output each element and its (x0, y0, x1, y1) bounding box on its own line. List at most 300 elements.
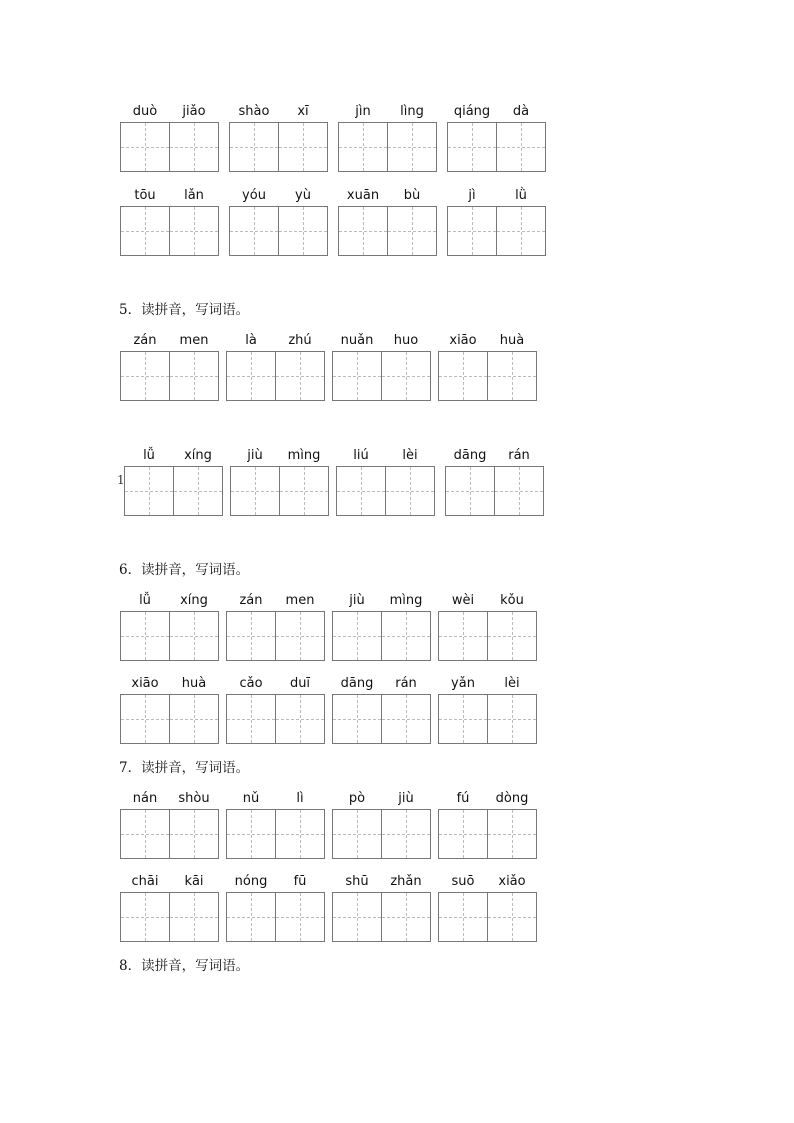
tianzige-writing-box[interactable] (169, 611, 219, 661)
syllable-cell (381, 791, 431, 851)
guide-line-vertical (251, 695, 252, 743)
tianzige-writing-box[interactable] (494, 466, 544, 516)
guide-line-vertical (300, 612, 301, 660)
pinyin-label: lèi (504, 676, 520, 691)
tianzige-writing-box[interactable] (385, 466, 435, 516)
word-group (124, 448, 224, 508)
pinyin-label: zán (239, 593, 263, 608)
pinyin-label: wèi (451, 593, 475, 608)
tianzige-writing-box[interactable] (278, 122, 328, 172)
word-group (447, 188, 547, 248)
tianzige-writing-box[interactable] (487, 351, 537, 401)
word-group (438, 593, 538, 653)
tianzige-writing-box[interactable] (338, 122, 388, 172)
pinyin-label: jìn (355, 104, 371, 119)
guide-line-vertical (406, 810, 407, 858)
syllable-cell (120, 188, 170, 248)
syllable-cell (226, 676, 276, 736)
syllable-cell (496, 188, 546, 248)
syllable-cell (381, 874, 431, 934)
pinyin-label: dāng (453, 448, 487, 463)
guide-line-vertical (194, 695, 195, 743)
word-group (230, 448, 330, 508)
tianzige-writing-box[interactable] (381, 809, 431, 859)
syllable-cell (445, 448, 495, 508)
word-group (332, 791, 432, 851)
tianzige-writing-box[interactable] (275, 892, 325, 942)
guide-line-vertical (463, 810, 464, 858)
syllable-cell (169, 593, 219, 653)
pinyin-label: rán (395, 676, 417, 691)
tianzige-writing-box[interactable] (230, 466, 280, 516)
guide-line-vertical (300, 352, 301, 400)
guide-line-vertical (194, 352, 195, 400)
pinyin-label: jiù (349, 593, 365, 608)
syllable-cell (438, 874, 488, 934)
syllable-cell (385, 448, 435, 508)
syllable-cell (124, 448, 174, 508)
guide-line-vertical (145, 695, 146, 743)
word-group (332, 874, 432, 934)
tianzige-writing-box[interactable] (226, 892, 276, 942)
tianzige-writing-box[interactable] (438, 809, 488, 859)
pinyin-label: fū (293, 874, 307, 889)
tianzige-writing-box[interactable] (226, 809, 276, 859)
guide-line-vertical (472, 207, 473, 255)
pinyin-label: fú (456, 791, 470, 806)
pinyin-row-top-1 (0, 104, 794, 164)
syllable-cell (275, 676, 325, 736)
tianzige-writing-box[interactable] (438, 694, 488, 744)
tianzige-writing-box[interactable] (487, 892, 537, 942)
guide-line-vertical (521, 123, 522, 171)
pinyin-label: zhú (288, 333, 312, 348)
syllable-cell (381, 593, 431, 653)
pinyin-label: shào (238, 104, 270, 119)
tianzige-writing-box[interactable] (387, 206, 437, 256)
word-group (226, 676, 326, 736)
tianzige-writing-box[interactable] (275, 809, 325, 859)
tianzige-writing-box[interactable] (275, 694, 325, 744)
tianzige-writing-box[interactable] (226, 611, 276, 661)
syllable-cell (438, 593, 488, 653)
tianzige-writing-box[interactable] (332, 809, 382, 859)
tianzige-writing-box[interactable] (120, 122, 170, 172)
word-group (229, 104, 329, 164)
pinyin-label: lǜ (515, 188, 527, 203)
pinyin-label: nǔ (242, 791, 260, 806)
syllable-cell (338, 188, 388, 248)
guide-line-vertical (406, 893, 407, 941)
word-group (438, 791, 538, 851)
guide-line-vertical (512, 612, 513, 660)
syllable-cell (438, 791, 488, 851)
tianzige-writing-box[interactable] (120, 892, 170, 942)
tianzige-writing-box[interactable] (279, 466, 329, 516)
pinyin-label: yù (295, 188, 311, 203)
guide-line-vertical (145, 893, 146, 941)
pinyin-label: tōu (134, 188, 156, 203)
syllable-cell (438, 333, 488, 393)
tianzige-writing-box[interactable] (226, 694, 276, 744)
pinyin-label: liú (353, 448, 369, 463)
pinyin-label: xiāo (449, 333, 477, 348)
guide-line-vertical (145, 810, 146, 858)
guide-line-vertical (145, 123, 146, 171)
section-6-heading: 6．读拼音，写词语。 (119, 562, 250, 578)
syllable-cell (381, 333, 431, 393)
syllable-cell (381, 676, 431, 736)
pinyin-label: cǎo (239, 676, 263, 691)
word-group (120, 593, 220, 653)
tianzige-writing-box[interactable] (169, 892, 219, 942)
tianzige-writing-box[interactable] (447, 206, 497, 256)
guide-line-vertical (361, 467, 362, 515)
syllable-cell (336, 448, 386, 508)
tianzige-writing-box[interactable] (275, 351, 325, 401)
syllable-cell (226, 593, 276, 653)
tianzige-writing-box[interactable] (487, 611, 537, 661)
word-group (120, 188, 220, 248)
guide-line-vertical (406, 612, 407, 660)
syllable-cell (332, 791, 382, 851)
guide-line-vertical (410, 467, 411, 515)
syllable-cell (226, 874, 276, 934)
guide-line-vertical (412, 123, 413, 171)
tianzige-writing-box[interactable] (487, 694, 537, 744)
syllable-cell (275, 874, 325, 934)
tianzige-writing-box[interactable] (332, 694, 382, 744)
tianzige-writing-box[interactable] (438, 892, 488, 942)
word-group (338, 188, 438, 248)
tianzige-writing-box[interactable] (496, 206, 546, 256)
guide-line-vertical (145, 352, 146, 400)
syllable-cell (487, 333, 537, 393)
pinyin-label: huo (393, 333, 419, 348)
word-group (120, 791, 220, 851)
syllable-cell (332, 874, 382, 934)
guide-line-vertical (194, 123, 195, 171)
guide-line-vertical (303, 207, 304, 255)
pinyin-label: nán (132, 791, 158, 806)
tianzige-writing-box[interactable] (381, 611, 431, 661)
tianzige-writing-box[interactable] (169, 809, 219, 859)
word-group (120, 104, 220, 164)
tianzige-writing-box[interactable] (120, 351, 170, 401)
guide-line-vertical (472, 123, 473, 171)
syllable-cell (169, 188, 219, 248)
guide-line-vertical (194, 810, 195, 858)
word-group (338, 104, 438, 164)
pinyin-label: lì (296, 791, 304, 806)
guide-line-vertical (194, 893, 195, 941)
syllable-cell (275, 791, 325, 851)
tianzige-writing-box[interactable] (381, 694, 431, 744)
guide-line-vertical (357, 695, 358, 743)
pinyin-label: xiāo (131, 676, 159, 691)
tianzige-writing-box[interactable] (124, 466, 174, 516)
syllable-cell (438, 676, 488, 736)
tianzige-writing-box[interactable] (438, 351, 488, 401)
pinyin-label: chāi (131, 874, 159, 889)
pinyin-label: rán (508, 448, 530, 463)
guide-line-vertical (412, 207, 413, 255)
pinyin-label: shòu (178, 791, 210, 806)
tianzige-writing-box[interactable] (169, 206, 219, 256)
pinyin-label: mìng (287, 448, 321, 463)
guide-line-vertical (145, 207, 146, 255)
tianzige-writing-box[interactable] (169, 351, 219, 401)
guide-line-vertical (512, 810, 513, 858)
tianzige-writing-box[interactable] (387, 122, 437, 172)
tianzige-writing-box[interactable] (173, 466, 223, 516)
syllable-cell (226, 791, 276, 851)
word-group (438, 333, 538, 393)
pinyin-label: yǎn (451, 676, 475, 691)
word-group (438, 676, 538, 736)
pinyin-label: shū (345, 874, 369, 889)
tianzige-writing-box[interactable] (169, 694, 219, 744)
pinyin-label: dà (512, 104, 530, 119)
guide-line-vertical (251, 352, 252, 400)
pinyin-label: jiù (398, 791, 414, 806)
guide-line-vertical (357, 612, 358, 660)
syllable-cell (447, 104, 497, 164)
syllable-cell (279, 448, 329, 508)
tianzige-writing-box[interactable] (120, 694, 170, 744)
word-group (226, 593, 326, 653)
syllable-cell (275, 333, 325, 393)
tianzige-writing-box[interactable] (381, 892, 431, 942)
word-group (120, 333, 220, 393)
syllable-cell (229, 104, 279, 164)
tianzige-writing-box[interactable] (120, 809, 170, 859)
pinyin-label: là (245, 333, 257, 348)
tianzige-writing-box[interactable] (229, 122, 279, 172)
guide-line-vertical (149, 467, 150, 515)
pinyin-label: xíng (180, 593, 208, 608)
syllable-cell (332, 333, 382, 393)
syllable-cell (169, 874, 219, 934)
pinyin-label: huà (181, 676, 207, 691)
guide-line-vertical (521, 207, 522, 255)
pinyin-label: kāi (184, 874, 204, 889)
pinyin-label: qiáng (453, 104, 491, 119)
syllable-cell (494, 448, 544, 508)
syllable-cell (487, 791, 537, 851)
guide-line-vertical (300, 810, 301, 858)
guide-line-vertical (463, 893, 464, 941)
guide-line-vertical (463, 612, 464, 660)
syllable-cell (278, 104, 328, 164)
syllable-cell (275, 593, 325, 653)
tianzige-writing-box[interactable] (332, 611, 382, 661)
tianzige-writing-box[interactable] (332, 892, 382, 942)
guide-line-vertical (512, 695, 513, 743)
pinyin-label: zhǎn (390, 874, 422, 889)
guide-line-vertical (406, 695, 407, 743)
guide-line-vertical (254, 123, 255, 171)
word-group (438, 874, 538, 934)
syllable-cell (487, 593, 537, 653)
pinyin-label: xuān (346, 188, 380, 203)
pinyin-label: dāng (340, 676, 374, 691)
tianzige-writing-box[interactable] (445, 466, 495, 516)
guide-line-vertical (251, 810, 252, 858)
guide-line-vertical (463, 695, 464, 743)
pinyin-label: xiǎo (498, 874, 526, 889)
syllable-cell (332, 676, 382, 736)
guide-line-vertical (303, 123, 304, 171)
pinyin-label: dòng (495, 791, 529, 806)
syllable-cell (447, 188, 497, 248)
guide-line-vertical (145, 612, 146, 660)
pinyin-label: lìng (400, 104, 424, 119)
word-group (226, 791, 326, 851)
guide-line-vertical (194, 612, 195, 660)
pinyin-row-6-2 (0, 676, 794, 736)
syllable-cell (496, 104, 546, 164)
syllable-cell (120, 104, 170, 164)
syllable-cell (278, 188, 328, 248)
tianzige-writing-box[interactable] (229, 206, 279, 256)
guide-line-vertical (512, 893, 513, 941)
pinyin-label: nóng (234, 874, 268, 889)
pinyin-label: nuǎn (340, 333, 374, 348)
tianzige-writing-box[interactable] (278, 206, 328, 256)
tianzige-writing-box[interactable] (120, 206, 170, 256)
tianzige-writing-box[interactable] (381, 351, 431, 401)
guide-line-vertical (254, 207, 255, 255)
pinyin-row-7-1 (0, 791, 794, 851)
guide-line-vertical (406, 352, 407, 400)
tianzige-writing-box[interactable] (226, 351, 276, 401)
word-group (229, 188, 329, 248)
word-group (120, 874, 220, 934)
word-group (332, 333, 432, 393)
pinyin-label: xíng (184, 448, 212, 463)
syllable-cell (120, 333, 170, 393)
syllable-cell (120, 791, 170, 851)
syllable-cell (169, 791, 219, 851)
tianzige-writing-box[interactable] (496, 122, 546, 172)
pinyin-label: lǚ (143, 448, 155, 463)
word-group (226, 874, 326, 934)
tianzige-writing-box[interactable] (332, 351, 382, 401)
pinyin-row-5-2 (0, 448, 794, 508)
guide-line-vertical (300, 695, 301, 743)
word-group (332, 676, 432, 736)
syllable-cell (332, 593, 382, 653)
pinyin-row-6-1 (0, 593, 794, 653)
word-group (447, 104, 547, 164)
pinyin-label: xī (297, 104, 309, 119)
section-8-heading: 8．读拼音，写词语。 (119, 958, 250, 974)
pinyin-label: duī (289, 676, 311, 691)
syllable-cell (120, 874, 170, 934)
syllable-cell (169, 333, 219, 393)
section-7-heading: 7．读拼音，写词语。 (119, 760, 250, 776)
syllable-cell (229, 188, 279, 248)
guide-line-vertical (304, 467, 305, 515)
tianzige-writing-box[interactable] (275, 611, 325, 661)
guide-line-vertical (198, 467, 199, 515)
tianzige-writing-box[interactable] (447, 122, 497, 172)
stray-mark: 1 (117, 473, 125, 487)
guide-line-vertical (363, 207, 364, 255)
guide-line-vertical (512, 352, 513, 400)
word-group (336, 448, 436, 508)
pinyin-label: huà (499, 333, 525, 348)
tianzige-writing-box[interactable] (169, 122, 219, 172)
pinyin-label: kǒu (500, 593, 524, 608)
syllable-cell (120, 593, 170, 653)
guide-line-vertical (519, 467, 520, 515)
guide-line-vertical (470, 467, 471, 515)
syllable-cell (487, 676, 537, 736)
syllable-cell (230, 448, 280, 508)
guide-line-vertical (357, 893, 358, 941)
pinyin-row-5-1 (0, 333, 794, 393)
guide-line-vertical (357, 810, 358, 858)
syllable-cell (169, 676, 219, 736)
pinyin-label: zán (133, 333, 157, 348)
guide-line-vertical (357, 352, 358, 400)
pinyin-label: men (285, 593, 315, 608)
guide-line-vertical (251, 893, 252, 941)
pinyin-label: suō (451, 874, 475, 889)
guide-line-vertical (363, 123, 364, 171)
section-5-heading: 5．读拼音，写词语。 (119, 302, 250, 318)
pinyin-label: bù (403, 188, 421, 203)
pinyin-label: yóu (242, 188, 266, 203)
pinyin-label: jì (468, 188, 476, 203)
syllable-cell (169, 104, 219, 164)
pinyin-label: pò (348, 791, 366, 806)
pinyin-label: men (179, 333, 209, 348)
tianzige-writing-box[interactable] (338, 206, 388, 256)
syllable-cell (120, 676, 170, 736)
pinyin-label: mìng (389, 593, 423, 608)
word-group (445, 448, 545, 508)
tianzige-writing-box[interactable] (120, 611, 170, 661)
syllable-cell (173, 448, 223, 508)
guide-line-vertical (255, 467, 256, 515)
pinyin-row-7-2 (0, 874, 794, 934)
guide-line-vertical (251, 612, 252, 660)
pinyin-label: lǚ (139, 593, 151, 608)
syllable-cell (487, 874, 537, 934)
tianzige-writing-box[interactable] (487, 809, 537, 859)
guide-line-vertical (194, 207, 195, 255)
pinyin-label: jiù (247, 448, 263, 463)
pinyin-label: lèi (402, 448, 418, 463)
syllable-cell (387, 104, 437, 164)
word-group (226, 333, 326, 393)
pinyin-label: jiǎo (182, 104, 206, 119)
syllable-cell (387, 188, 437, 248)
word-group (332, 593, 432, 653)
syllable-cell (226, 333, 276, 393)
pinyin-label: lǎn (184, 188, 204, 203)
syllable-cell (338, 104, 388, 164)
pinyin-label: duò (132, 104, 158, 119)
tianzige-writing-box[interactable] (438, 611, 488, 661)
pinyin-row-top-2 (0, 188, 794, 248)
guide-line-vertical (300, 893, 301, 941)
tianzige-writing-box[interactable] (336, 466, 386, 516)
guide-line-vertical (463, 352, 464, 400)
